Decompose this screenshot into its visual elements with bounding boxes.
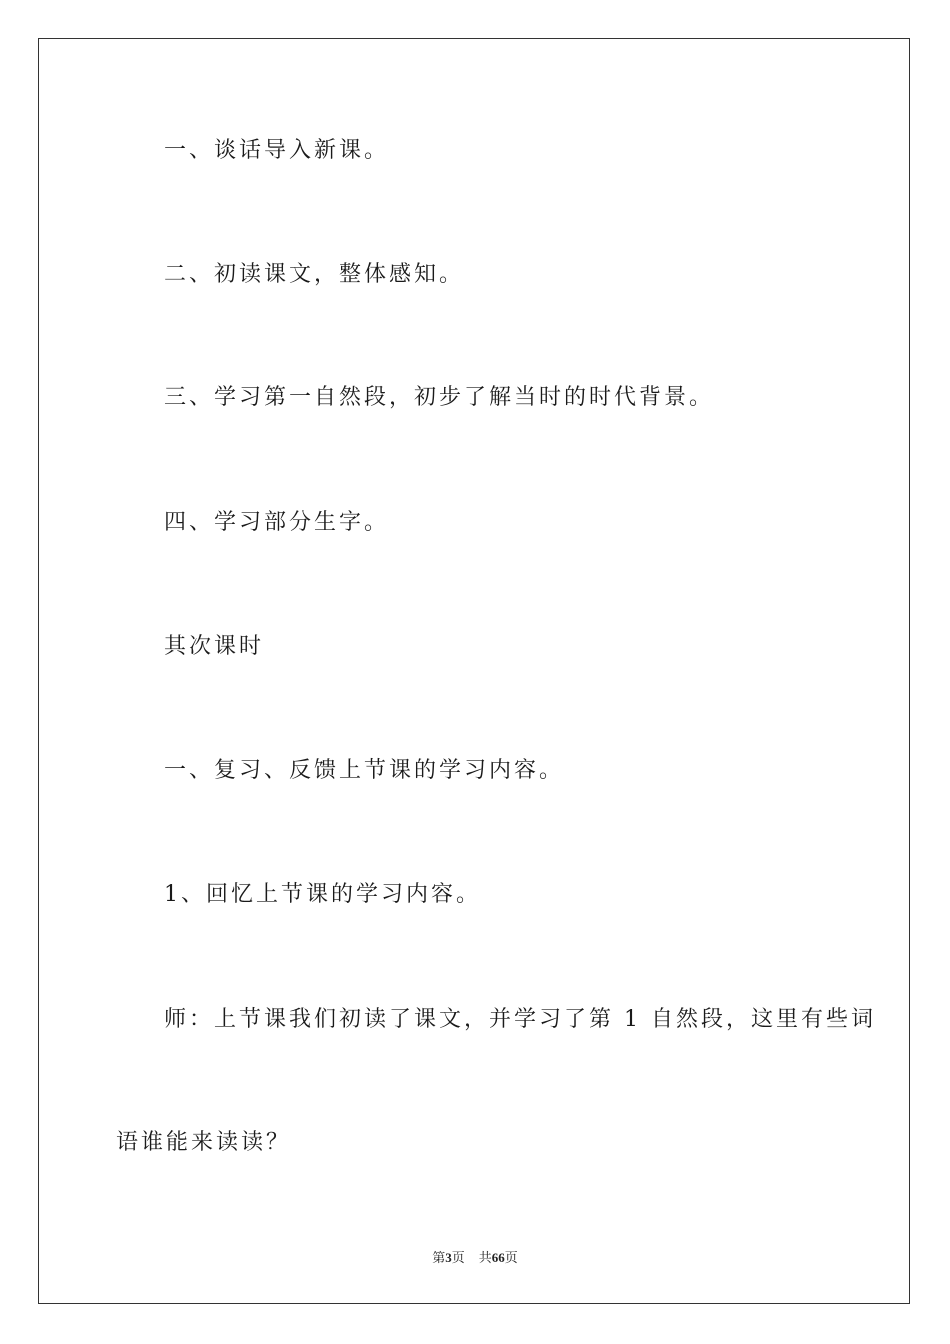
page-footer — [0, 1247, 950, 1266]
paragraph-7: 师：上节课我们初读了课文，并学习了第 1 自然段，这里有些词 — [164, 1007, 876, 1032]
paragraph-3: 三、学习第一自然段，初步了解当时的时代背景。 — [164, 385, 715, 410]
paragraph-4: 四、学习部分生字。 — [164, 510, 390, 535]
paragraph-5: 一、复习、反馈上节课的学习内容。 — [164, 758, 565, 783]
paragraph-7-continued: 语谁能来读读？ — [116, 1130, 292, 1155]
page-prefix: 第 — [432, 1250, 446, 1265]
page-number: 3 — [445, 1250, 452, 1265]
total-prefix: 共 — [478, 1250, 492, 1265]
page-suffix: 页 — [451, 1250, 465, 1265]
page-border — [38, 38, 910, 1304]
total-pages: 66 — [491, 1250, 505, 1265]
total-suffix: 页 — [504, 1250, 518, 1265]
paragraph-6: 1、回忆上节课的学习内容。 — [164, 882, 481, 907]
paragraph-1: 一、谈话导入新课。 — [164, 138, 390, 163]
paragraph-2: 二、初读课文，整体感知。 — [164, 262, 465, 287]
section-heading: 其次课时 — [164, 634, 265, 659]
